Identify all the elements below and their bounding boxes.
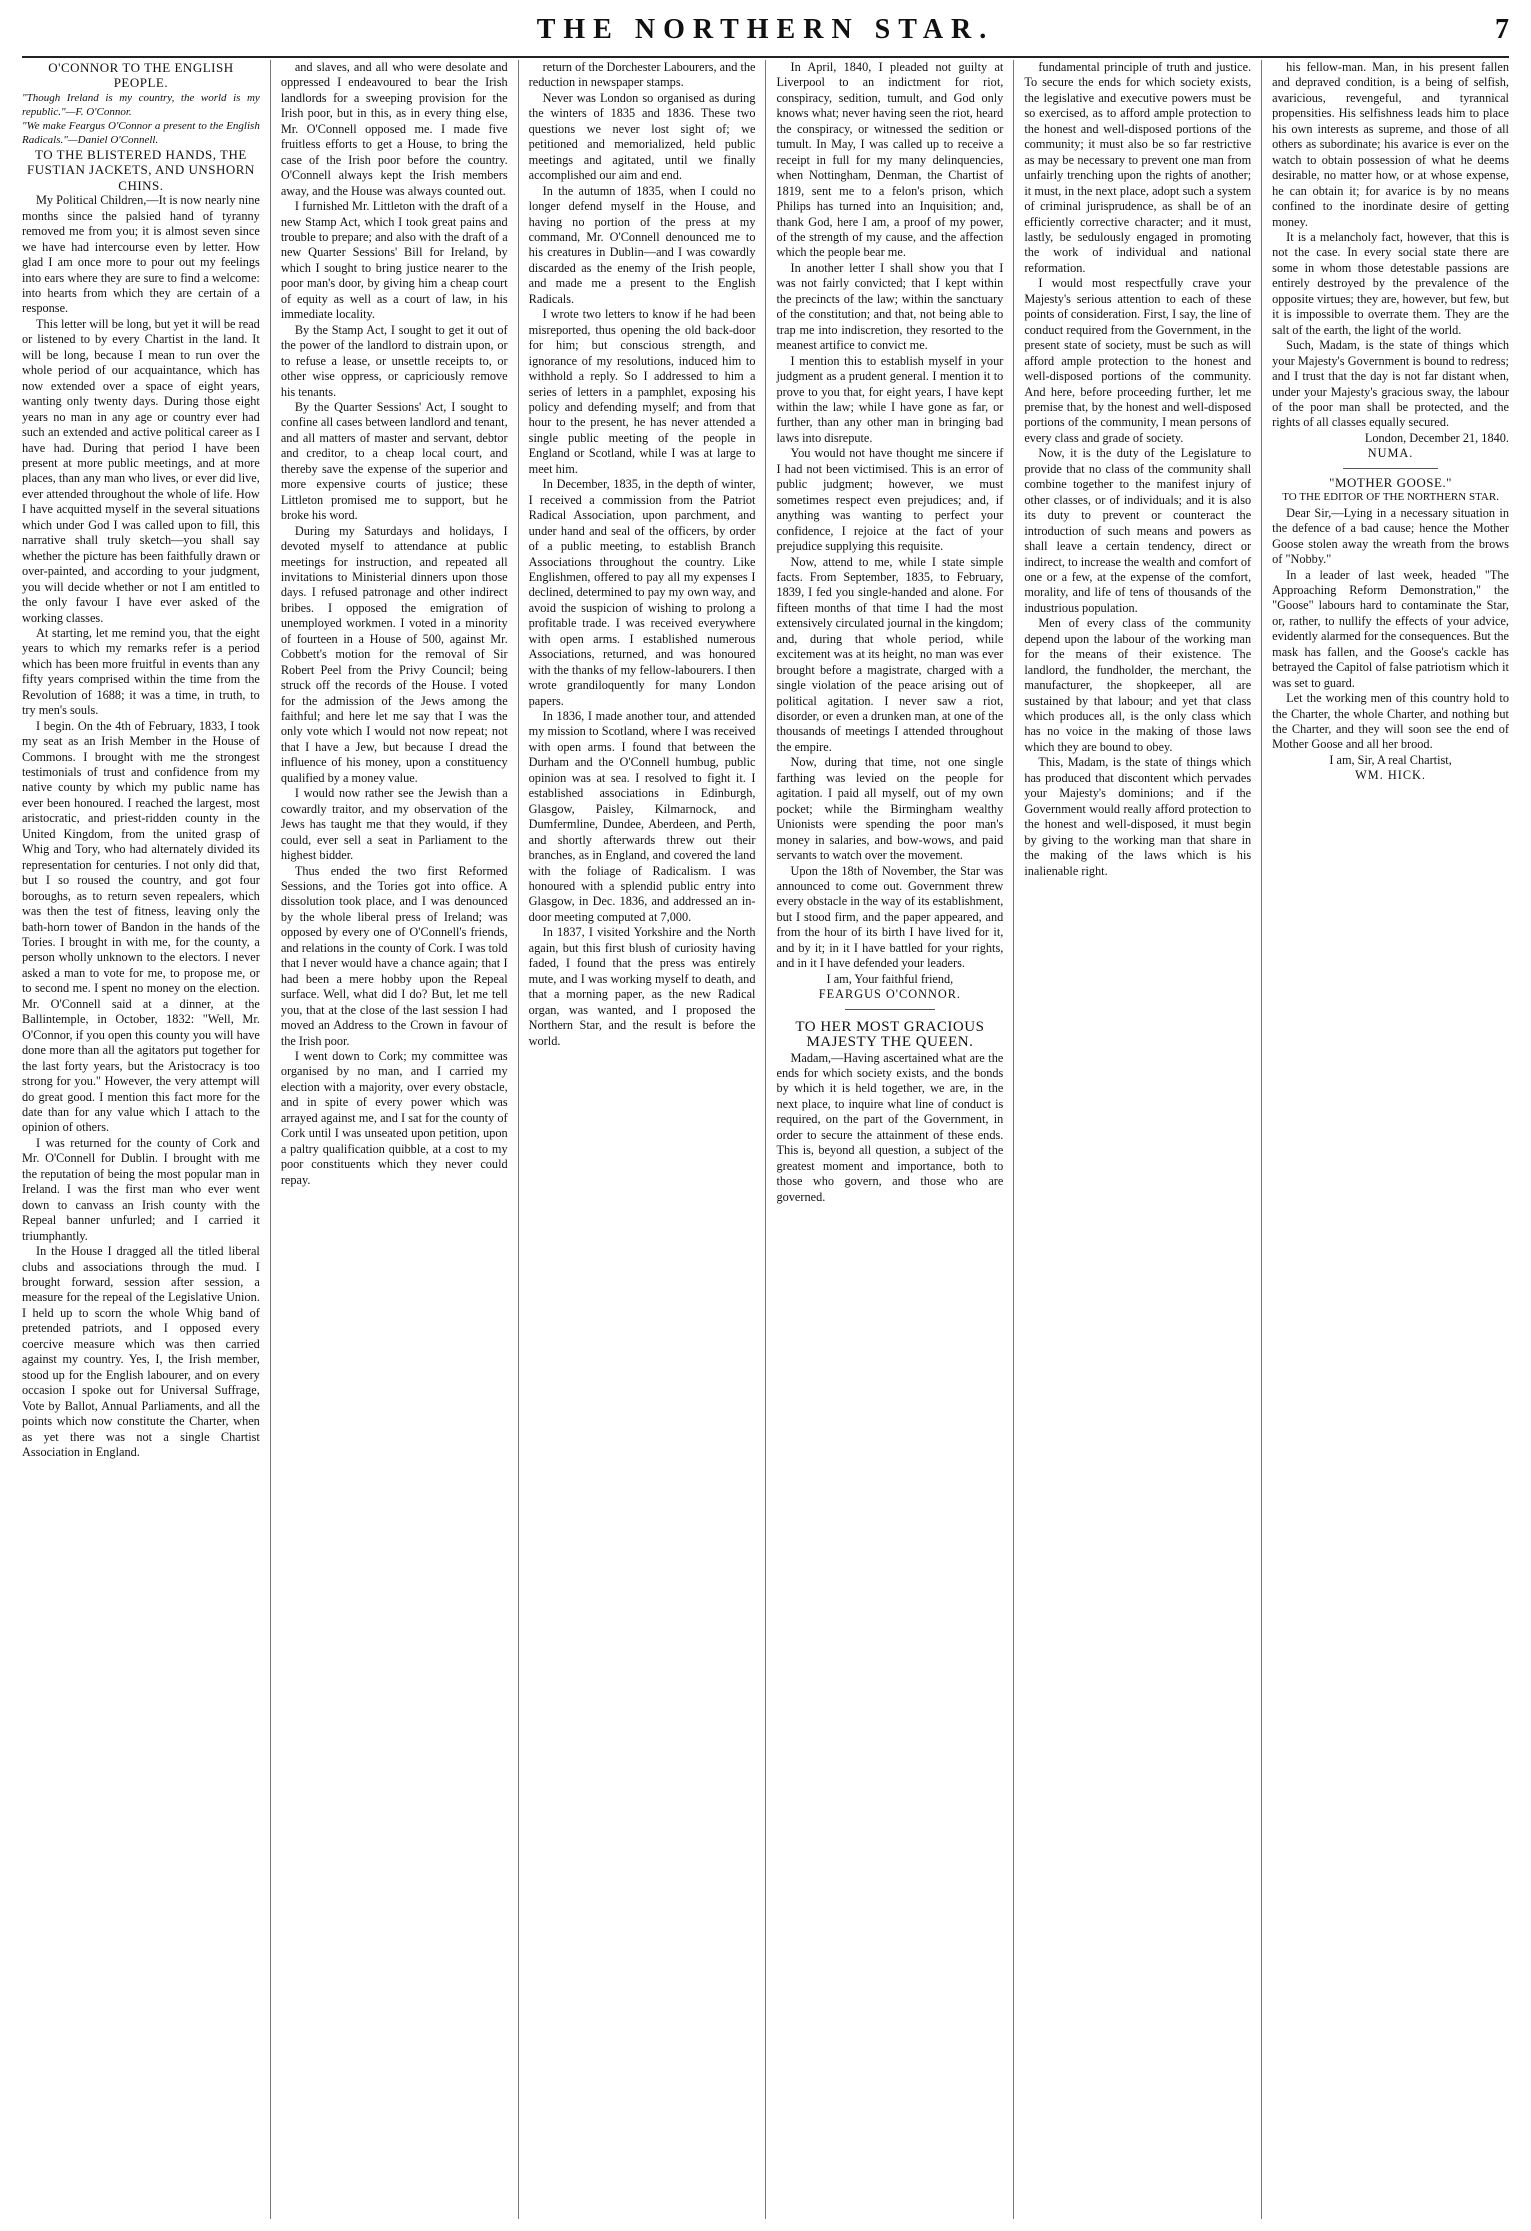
paragraph: This letter will be long, but yet it will be read or listened to by every Chartist in the land. It will be long, because I mean to run over the whole period of our acquaintance, which has now extended over a space of eight years, wanting only twenty days. During those eight years no man in any age or country ever had such an extended and active political career as I have had. During that period I have been present at more public meetings, and at more places, than any man who lives, or ever did live, ever attended throughout the whole of life. How I have acquitted myself in the several situations which under God I was called upon to fill, this narrative shall truly sketch—you shall say whether the picture has been faithfully drawn or over-painted, and according to your judgment, you will decide whether or not I am entitled to the only favour I have ever asked of the working classes. <box>22 316 260 625</box>
paragraph: In April, 1840, I pleaded not guilty at Liverpool to an indictment for riot, conspiracy, sedition, tumult, and God only knows what; never having seen the riot, heard the conspiracy, or witnessed the sedition or tumult. In May, I was called up to receive a receipt in full for my many delinquencies, when Nottingham, Denman, the Chartist of 1819, sent me to a felon's prison, which Philips has turned into an Inquisition; and, thank God, here I am, a proof of my power, of the strength of my cause, and the affection which the people bear me. <box>776 60 1004 260</box>
paragraph: Never was London so organised as during the winters of 1835 and 1836. These two questions we never lost sight of; we petitioned and memorialized, held public meetings and agitated, until we finally accomplished our aim and end. <box>528 90 756 183</box>
paragraph: Such, Madam, is the state of things which your Majesty's Government is bound to redress; and I trust that the day is not far distant when, under your Majesty's gracious sway, the labour of the poor man shall be protected, and the rights of all classes equally secured. <box>1272 338 1509 430</box>
paragraph: This, Madam, is the state of things which has produced that discontent which pervades your Majesty's dominions; and if the Government would really afford protection to the honest and well-disposed, it must begin by giving to the working man that share in the making of the laws which is his inalienable right. <box>1024 755 1252 878</box>
signature-name: FEARGUS O'CONNOR. <box>818 987 961 1002</box>
paragraph: I would most respectfully crave your Majesty's serious attention to each of these points of consideration. First, I say, the line of conduct required from the Government, in the present state of society, must be such as will afford ample protection to the honest and well-disposed portions of the community. And here, before proceeding further, let me premise that, by the honest and well-disposed portions of the community, I mean persons of every class and grade of society. <box>1024 276 1252 445</box>
paragraph: Now, during that time, not one single farthing was levied on the people for agitation. I paid all myself, out of my own pocket; while the Birmingham wealthy Unionists were spending the poor man's money in salaries, and bow-wows, and paid servants to watch over the movement. <box>776 755 1004 863</box>
newspaper-title: THE NORTHERN STAR. <box>536 14 995 45</box>
paragraph: I would now rather see the Jewish than a cowardly traitor, and my observation of the Jews has taught me that they would, if they could, ever sell a seat in Parliament to the highest bidder. <box>280 786 508 863</box>
signature-name: NUMA. <box>1367 446 1414 461</box>
signature-name: WM. HICK. <box>1355 768 1426 783</box>
masthead <box>0 8 1531 58</box>
paragraph: Let the working men of this country hold to the Charter, the whole Charter, and nothing but the Charter, and they will soon see the end of Mother Goose and all her brood. <box>1272 691 1509 752</box>
paragraph: Dear Sir,—Lying in a necessary situation in the defence of a bad cause; hence the Mother Goose stolen away the wreath from the brows of "Nobby." <box>1272 505 1509 567</box>
paragraph: fundamental principle of truth and justice. To secure the ends for which society exists, the legislative and executive powers must be so exercised, as to afford ample protection to the honest and well-disposed portions of the community; it must also be so far restrictive as may be necessary to prevent one man from unfairly trenching upon the rights of another; it must, in the next place, adopt such a system of criminal jurisprudence, as shall be of an efficiently corrective character; and it must, lastly, be sedulously engaged in promoting the work of individual and national reformation. <box>1024 60 1252 275</box>
article-subheading: TO THE BLISTERED HANDS, THE FUSTIAN JACKETS, AND UNSHORN CHINS. <box>27 146 255 193</box>
paragraph: Now, attend to me, while I state simple facts. From September, 1835, to February, 1839, I fed you single-handed and alone. For fifteen months of that time I had the most extensively circulated journal in the kingdom; and, during that whole period, while excitement was at its height, no man was ever brought before a magistrate, charged with a single violation of the peace arising out of political agitation. I never saw a riot, disorder, or even a drunken man, at one of the thousands of meetings I attended throughout the empire. <box>776 554 1004 754</box>
column-6 <box>1261 60 1509 2219</box>
paragraph: return of the Dorchester Labourers, and the reduction in newspaper stamps. <box>528 60 756 90</box>
article-heading: "MOTHER GOOSE." <box>1329 474 1452 490</box>
paragraph: You would not have thought me sincere if I had not been victimised. This is an error of public judgment; however, we must sometimes respect even prejudices; and, if anything was wanting to perfect your confidence, I rejoice at the fact of your prejudice supplying this requisite. <box>776 446 1004 554</box>
paragraph: It is a melancholy fact, however, that this is not the case. In every social state there are some in whom those detestable passions are entirely destroyed by the prevalence of the opposite virtues; they are, however, but few, but it is impossible to overrate them. They are the salt of the earth, the light of the world. <box>1272 229 1509 337</box>
paragraph: his fellow-man. Man, in his present fallen and depraved condition, is a being of selfish, avaricious, revengeful, and tyrannical propensities. His selfishness leads him to place his own interests as supreme, and those of all others as subordinate; his avarice is ever on the watch to obtain possession of what he deems desirable, no matter how, or at whose expense, he can obtain it; for avarice is by no means confined to the inordinate desire of getting money. <box>1272 60 1509 229</box>
paragraph: and slaves, and all who were desolate and oppressed I endeavoured to bear the Irish landlords for a sweeping provision for the Irish poor, but in this, as in every thing else, Mr. O'Connell opposed me. I made five fruitless efforts to get a House, to bring the case of the Irish poor before the country. O'Connell always kept the Irish members away, and the House was always counted out. <box>280 60 508 198</box>
paragraph: Upon the 18th of November, the Star was announced to come out. Government threw every obstacle in the way of its establishment, but I stood firm, and the paper appeared, and from the hour of its birth I have lived for it, and by it; in it I have battled for your rights, and in it I have defended your leaders. <box>776 863 1004 971</box>
section-divider <box>1343 468 1438 469</box>
paragraph: In another letter I shall show you that I was not fairly convicted; that I kept within the precincts of the law; within the sanctuary of the constitution; and that, not being able to trap me into indiscretion, they resorted to the meanest artifice to convict me. <box>776 260 1004 353</box>
signature-close: I am, Your faithful friend, <box>826 971 954 986</box>
article-heading: O'CONNOR TO THE ENGLISH PEOPLE. <box>48 60 234 91</box>
masthead-rule <box>22 56 1509 58</box>
paragraph: My Political Children,—It is now nearly nine months since the palsied hand of tyranny removed me from you; it is almost seven since we have had intercourse even by letter. How glad I am once more to pour out my feelings into ears where they are sure to find a welcome: into hearts from which they are certain of a response. <box>22 193 260 316</box>
column-1 <box>22 60 270 2219</box>
paragraph: In 1837, I visited Yorkshire and the North again, but this first blush of curiosity having faded, I found that the press was entirely mute, and I was working myself to death, and that a morning paper, as the new Radical organ, was wanted, and I proposed the Northern Star, and the result is before the world. <box>528 925 756 1048</box>
column-2 <box>270 60 518 2219</box>
paragraph: Now, it is the duty of the Legislature to provide that no class of the community shall combine together to the manifest injury of other classes, or of individuals; and it is also its duty to prevent or counteract the introduction of such means and powers as shall leave a certain tendency, direct or indirect, to increase the wealth and comfort of one or a few, at the expense of the comfort, morality, and life of tens of thousands of the industrious population. <box>1024 446 1252 615</box>
paragraph: At starting, let me remind you, that the eight years to which my remarks refer is a period which has been more fruitful in events than any fifty years comprised within the time from the Revolution of 1688; it was a time, in truth, to try men's souls. <box>22 625 260 718</box>
article-heading: TO HER MOST GRACIOUS MAJESTY THE QUEEN. <box>795 1018 985 1051</box>
paragraph: I begin. On the 4th of February, 1833, I took my seat as an Irish Member in the House of Commons. I brought with me the strongest testimonials of trust and confidence from my native county by which my public name has ever been honoured. I reached the largest, most aristocratic, and priest-ridden county in the United Kingdom, from the united grasp of Whig and Tory, who had alternately divided its representation for centuries. I not only did that, but I so roused the country, and got four boroughs, as to return seven repealers, which was then the test of fitness, leaving only the bath-horn tower of Bandon in the hands of the Tories. I brought in with me, for the county, a person wholly unknown to the electors. I never asked a man to vote for me, to propose me, or to second me. I spent no money on the election. Mr. O'Connell said at a dinner, at the Ballintemple, in October, 1832: "Well, Mr. O'Connor, if you open this county you will have done more than all the agitators put together for the last forty years, but the Aristocracy is too strong for you." However, the very attempt will do great good. I mention this fact more for the date than for any value which I attach to the opinion of others. <box>22 718 260 1135</box>
paragraph: In December, 1835, in the depth of winter, I received a commission from the Patriot Radical Association, upon parchment, and under hand and seal of the officers, by order of a public meeting, to establish Branch Associations throughout the country. Like Englishmen, offered to pay all my expenses I declined, determined to pay my own way, and avoid the suspicion of wishing to prolong a profitable trade. I was received everywhere with open arms. I established numerous Associations, returned, and was honoured with the thanks of my fellow-labourers. I then wrote grandiloquently for many London papers. <box>528 477 756 708</box>
text-columns <box>22 60 1509 2219</box>
column-3 <box>518 60 766 2219</box>
paragraph: By the Stamp Act, I sought to get it out of the power of the landlord to distrain upon, or to refuse a lease, or unsettle receipts to, or other wise oppress, or capriciously remove his tenants. <box>280 322 508 399</box>
page-number: 7 <box>1495 14 1509 45</box>
paragraph: I mention this to establish myself in your judgment as a prudent general. I mention it to prove to you that, for eight years, I have kept within the law; while I have gone as far, or further, than any other man in bringing bad laws into disrepute. <box>776 353 1004 445</box>
paragraph: I went down to Cork; my committee was organised by no man, and I carried my election with a majority, over every obstacle, and in spite of every power which was arrayed against me, and I sat for the county of Cork until I was unseated upon petition, upon a paltry qualification quibble, at a cost to my poor constituents which they never could repay. <box>280 1049 508 1187</box>
paragraph: I wrote two letters to know if he had been misreported, thus opening the old back-door for him; but conscious strength, and ignorance of my resolutions, induced him to withhold a reply. So I addressed to him a series of letters in a pamphlet, exposing his policy and defending myself; and from that hour to the present, he has never attended a single public meeting of the people in England or Scotland, while I was at large to meet him. <box>528 307 756 476</box>
paragraph: In the House I dragged all the titled liberal clubs and associations through the mud. I brought forward, session after session, a measure for the repeal of the Legislative Union. I held up to scorn the whole Whig band of pretended patriots, and I opposed every coercive measure which was then carried against my country. Yes, I, the Irish member, stood up for the English labourer, and on every occasion I spoke out for Universal Suffrage, Vote by Ballot, Annual Parliaments, and all the points which now constitute the Charter, when as yet there was not a single Chartist Association in England. <box>22 1244 260 1459</box>
paragraph: In 1836, I made another tour, and attended my mission to Scotland, where I was received with open arms. I found that between the Durham and the O'Connell humbug, public opinion was at sea. I resolved to fight it. I established associations in Edinburgh, Glasgow, Paisley, Kilmarnock, and Dumfermline, Dundee, Aberdeen, and Perth, and shortly afterwards threw out their branches, as in England, and covered the land with the foliage of Radicalism. I was honoured with a splendid public entry into Glasgow, in Dec. 1836, and addressed an in-door meeting computed at 7,000. <box>528 709 756 924</box>
paragraph: In the autumn of 1835, when I could no longer defend myself in the House, and having no portion of the press at my command, Mr. O'Connell denounced me to his creatures in Dublin—and I was cowardly discarded as the enemy of the Irish people, and made me a present to the English Radicals. <box>528 183 756 306</box>
paragraph: I was returned for the county of Cork and Mr. O'Connell for Dublin. I brought with me the reputation of being the most popular man in Ireland. I was the first man who ever went down to canvass an Irish county with the Repeal banner unfurled; and I carried it triumphantly. <box>22 1135 260 1243</box>
paragraph: By the Quarter Sessions' Act, I sought to confine all cases between landlord and tenant, and all matters of master and servant, debtor and creditor, to a cheap local court, and thereby save the expense of the superior and more expensive courts of justice; these Littleton promised me to support, but he broke his word. <box>280 399 508 523</box>
section-divider <box>845 1009 936 1010</box>
paragraph: During my Saturdays and holidays, I devoted myself to attendance at public meetings for instruction, and repeated all invitations to Ministerial dinners upon those days. I refused patronage and other indirect bribes. I opposed the emigration of unemployed workmen. I voted in a minority of fourteen in a House of 500, against Mr. Cobbett's motion for the removal of Sir Robert Peel from the Privy Council; being struck off the records of the House. I voted for the admission of the Jews among the faithful; and here let me say that I was the only vote which I would not now repeat; not that I have a Jew, but because I dread the influence of his money, upon a constituency qualified by a money value. <box>280 523 508 785</box>
column-5 <box>1013 60 1261 2219</box>
paragraph: Men of every class of the community depend upon the labour of the working man for the means of their existence. The landlord, the fundholder, the merchant, the manufacturer, the shopkeeper, all are sustained by that labour; and yet that class which produces all, is the only class which has no voice in the making of those laws which they are bound to obey. <box>1024 616 1252 754</box>
paragraph: In a leader of last week, headed "The Approaching Reform Demonstration," the "Goose" labours hard to contaminate the Star, or, rather, to nullify the effects of your advice, evidently alarmed for the consequences. But the mask has fallen, and the Goose's cackle has betrayed the Capitol of false patriotism which it was set to guard. <box>1272 567 1509 690</box>
article-subheading: TO THE EDITOR OF THE NORTHERN STAR. <box>1282 491 1499 504</box>
epigraph: "Though Ireland is my country, the world is my republic."—F. O'Connor. <box>22 91 260 118</box>
epigraph: "We make Feargus O'Connor a present to the English Radicals."—Daniel O'Connell. <box>22 119 260 146</box>
dateline: London, December 21, 1840. <box>1364 430 1509 445</box>
column-4 <box>765 60 1013 2219</box>
signature-close: I am, Sir, A real Chartist, <box>1329 752 1452 767</box>
paragraph: Thus ended the two first Reformed Sessions, and the Tories got into office. A dissolution took place, and I was denounced by the whole liberal press of Ireland; was opposed by every one of O'Connell's friends, and relations in the county of Cork. I was told that I never would have a chance again; that I had been a mere hobby upon the Repeal surface. Well, what did I do? But, let me tell you, that at the close of the last session I had moved an Address to the Crown in favour of the Irish poor. <box>280 863 508 1048</box>
paragraph: Madam,—Having ascertained what are the ends for which society exists, and the bonds by which it is held together, we are, in the next place, to inquire what line of conduct is required, on the part of the Government, in order to secure the attainment of these ends. This is, beyond all question, a subject of the greatest moment and importance, both to those who govern, and those who are governed. <box>776 1050 1004 1204</box>
paragraph: I furnished Mr. Littleton with the draft of a new Stamp Act, which I took great pains and trouble to prepare; and also with the draft of a new Quarter Sessions' Bill for Ireland, by which I sought to bring justice nearer to the poor man's door, by giving him a cheap court of equity as well as a court of law, in his immediate locality. <box>280 199 508 322</box>
